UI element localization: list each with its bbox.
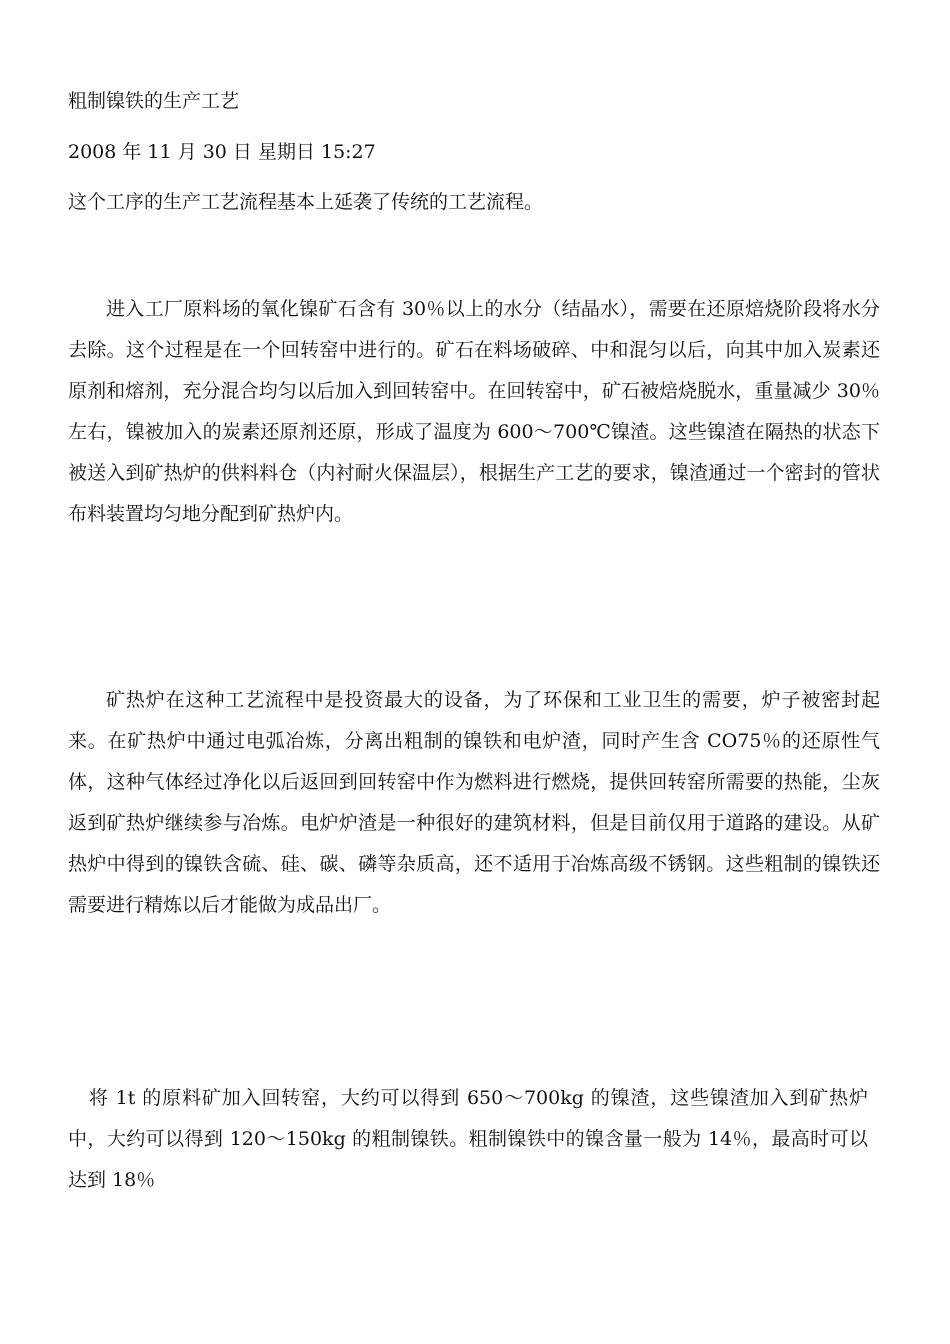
paragraph-yield: 将 1t 的原料矿加入回转窑，大约可以得到 650～700kg 的镍渣，这些镍渣加入到矿热炉中，大约可以得到 120～150kg 的粗制镍铁。粗制镍铁中的镍含量一般为 14％，最高时可以达到 18％	[68, 1087, 868, 1191]
document-date: 2008 年 11 月 30 日 星期日 15:27	[68, 141, 376, 163]
paragraph-smelting: 矿热炉在这种工艺流程中是投资最大的设备，为了环保和工业卫生的需要，炉子被密封起来。在矿热炉中通过电弧冶炼，分离出粗制的镍铁和电炉渣，同时产生含 CO75％的还原性气体，这种气体经过净化以后返回到回转窑中作为燃料进行燃烧，提供回转窑所需要的热能，尘灰返到矿热炉继续参与冶炼。电炉炉渣是一种很好的建筑材料，但是目前仅用于道路的建设。从矿热炉中得到的镍铁含硫、硅、碳、磷等杂质高，还不适用于冶炼高级不锈钢。这些粗制的镍铁还需要进行精炼以后才能做为成品出厂。	[68, 689, 880, 916]
intro-text: 这个工序的生产工艺流程基本上延袭了传统的工艺流程。	[68, 191, 544, 213]
paragraph-roasting: 进入工厂原料场的氧化镍矿石含有 30％以上的水分（结晶水），需要在还原焙烧阶段将水分去除。这个过程是在一个回转窑中进行的。矿石在料场破碎、中和混匀以后，向其中加入炭素还原剂和熔剂，充分混合均匀以后加入到回转窑中。在回转窑中，矿石被焙烧脱水，重量减少 30％左右，镍被加入的炭素还原剂还原，形成了温度为 600～700℃镍渣。这些镍渣在隔热的状态下被送入到矿热炉的供料料仓（内衬耐火保温层），根据生产工艺的要求，镍渣通过一个密封的管状布料装置均匀地分配到矿热炉内。	[68, 298, 880, 525]
document-title: 粗制镍铁的生产工艺	[68, 90, 240, 112]
